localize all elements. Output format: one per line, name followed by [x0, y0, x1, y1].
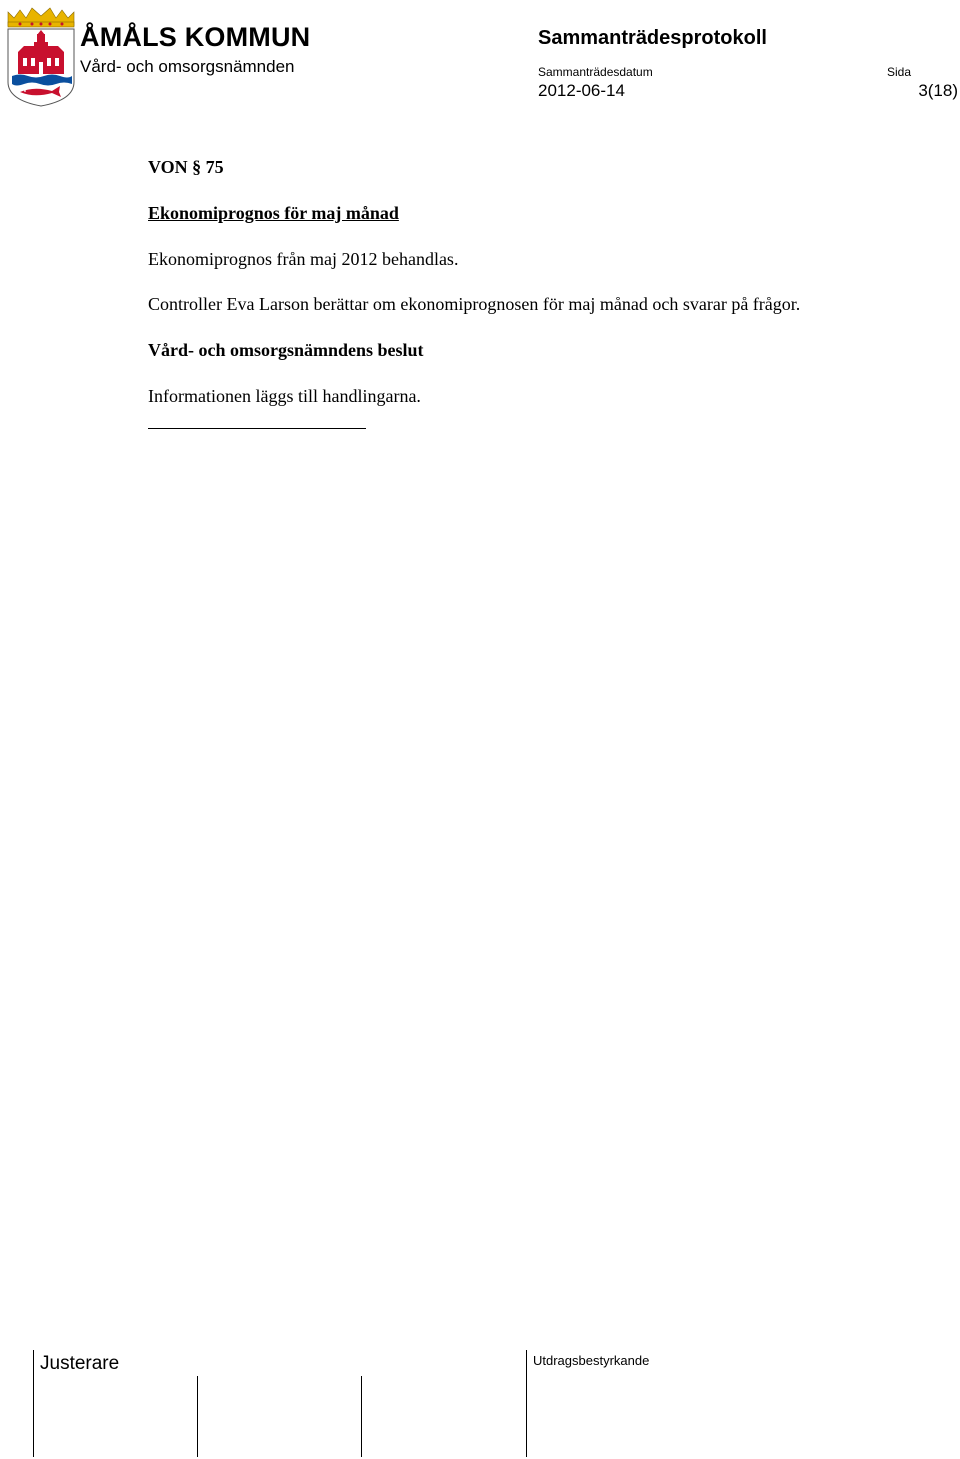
section-number: VON § 75 [148, 157, 224, 177]
justerare-label: Justerare [40, 1353, 120, 1374]
footer-divider [526, 1350, 527, 1457]
meeting-date-label: Sammanträdesdatum [538, 65, 653, 79]
paragraph-1: Ekonomiprognos från maj 2012 behandlas. [148, 249, 459, 269]
page-number: 3(18) [918, 81, 958, 100]
decision-heading: Vård- och omsorgsnämndens beslut [148, 340, 424, 360]
page-label: Sida [887, 65, 912, 79]
footer-divider [197, 1376, 198, 1457]
signature-line [148, 428, 366, 429]
committee-name: Vård- och omsorgsnämnden [80, 57, 295, 76]
document-type: Sammanträdesprotokoll [538, 27, 767, 49]
decision-text: Informationen läggs till handlingarna. [148, 386, 421, 406]
utdragsbestyrkande-label: Utdragsbestyrkande [533, 1353, 650, 1368]
meeting-date: 2012-06-14 [538, 81, 625, 100]
organization-name: ÅMÅLS KOMMUN [80, 22, 311, 52]
footer-divider [33, 1350, 34, 1457]
paragraph-2: Controller Eva Larson berättar om ekonomiprognosen för maj månad och svarar på frågor. [148, 294, 801, 314]
footer-divider [361, 1376, 362, 1457]
item-heading: Ekonomiprognos för maj månad [148, 203, 399, 223]
amal-coat-of-arms-icon [4, 4, 78, 108]
